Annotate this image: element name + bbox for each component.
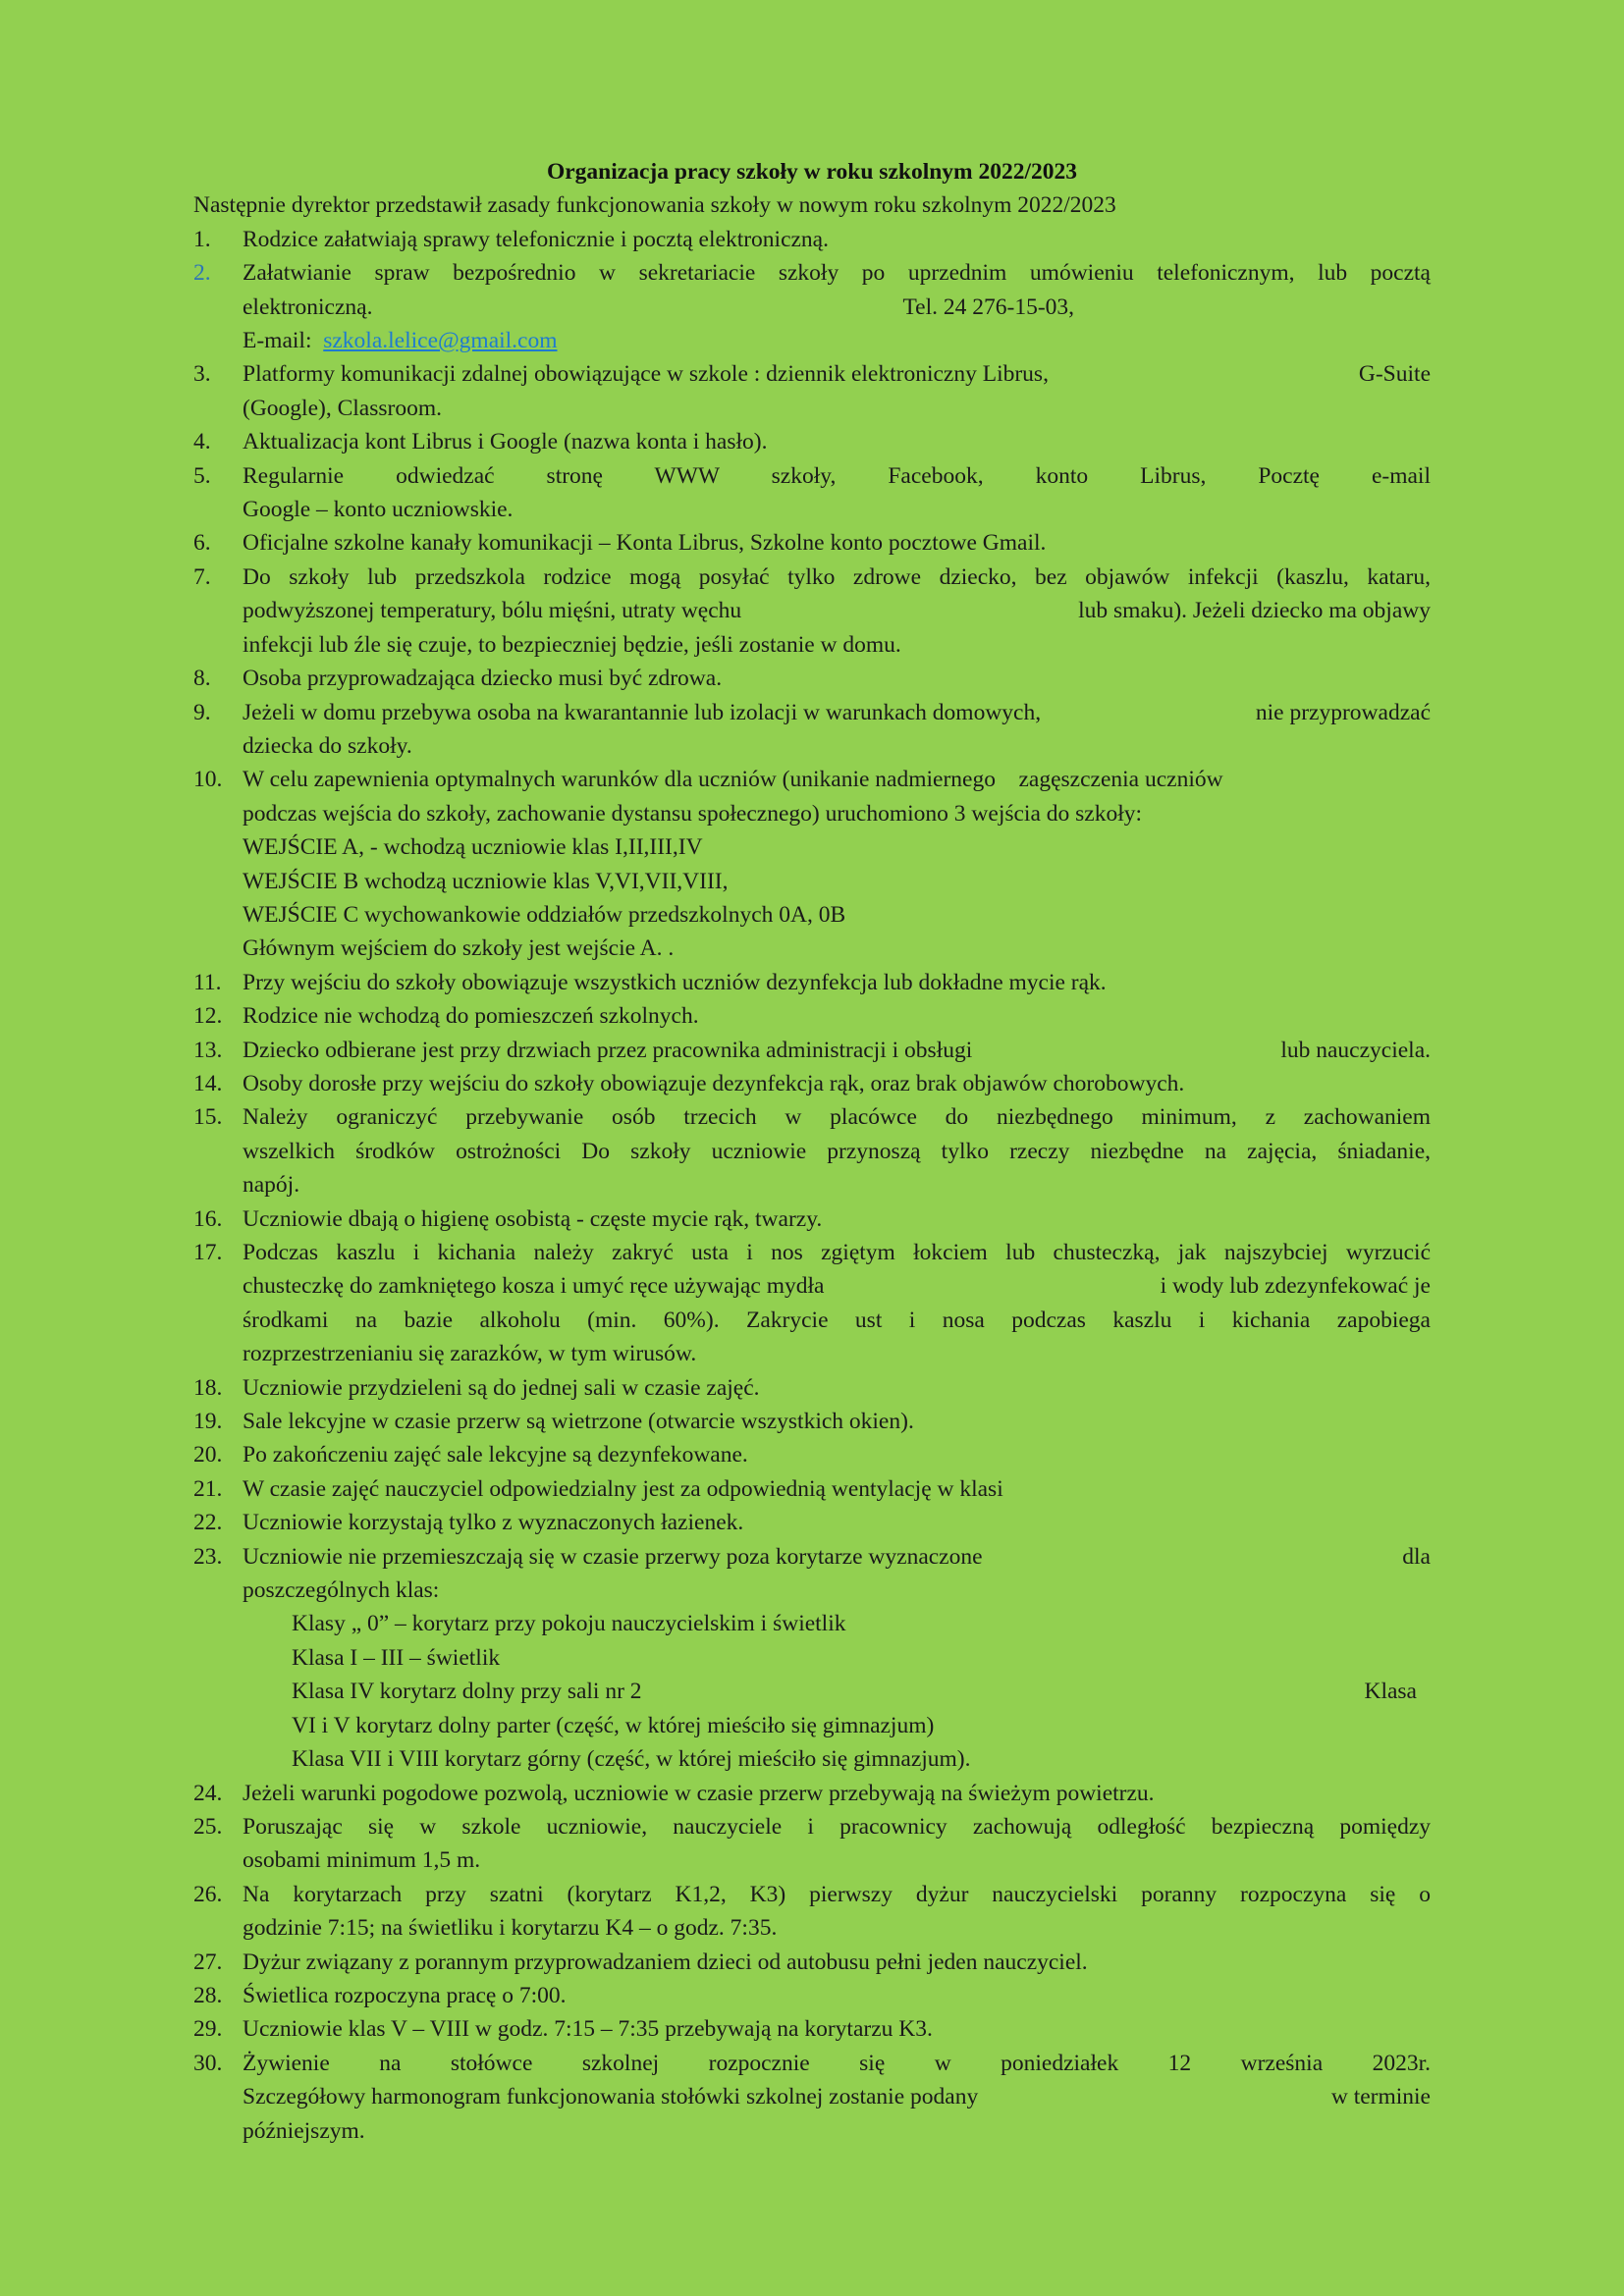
item-text-part: Klasa IV korytarz dolny przy sali nr 2 xyxy=(292,1679,642,1705)
item-text: Google – konto uczniowskie. xyxy=(243,497,514,523)
item-text-part: Klasa xyxy=(1364,1679,1417,1705)
item-number: 30. xyxy=(193,2050,223,2076)
item-number: 13. xyxy=(193,1037,223,1063)
item-text-part: nie przyprowadzać xyxy=(1255,699,1431,725)
intro-paragraph: Następnie dyrektor przedstawił zasady funkcjonowania szkoły w nowym roku szkolnym 2022/2023 xyxy=(193,192,1116,219)
corridor-class-7-8: Klasa VII i VIII korytarz górny (część, w której mieściło się gimnazjum). xyxy=(292,1746,971,1773)
list-item xyxy=(193,1236,1431,1371)
item-number: 22. xyxy=(193,1510,223,1536)
item-text: Świetlica rozpoczyna pracę o 7:00. xyxy=(243,1982,567,2008)
email-link[interactable]: szkola.lelice@gmail.com xyxy=(323,328,558,354)
item-text-part: Jeżeli w domu przebywa osoba na kwarantannie lub izolacji w warunkach domowych, xyxy=(243,699,1042,725)
list-item xyxy=(193,223,1431,256)
item-number: 24. xyxy=(193,1780,223,1806)
item-number: 12. xyxy=(193,1003,223,1030)
item-text-part: dla xyxy=(1402,1543,1431,1570)
item-text-part: elektroniczną. xyxy=(243,294,373,320)
item-text: Osoby dorosłe przy wejściu do szkoły obowiązuje dezynfekcja rąk, oraz brak objawów chorobowych. xyxy=(243,1070,1185,1096)
list-item xyxy=(193,2012,1431,2046)
item-text: Na korytarzach przy szatni (korytarz K1,2, K3) pierwszy dyżur nauczycielski poranny rozpoczyna się o xyxy=(243,1881,1431,1907)
list-item xyxy=(193,1540,1431,1777)
item-text-part: Uczniowie nie przemieszczają się w czasie przerwy poza korytarze wyznaczone xyxy=(243,1543,983,1570)
item-text-part: podwyższonej temperatury, bólu mięśni, utraty węchu xyxy=(243,598,742,624)
document-title: Organizacja pracy szkoły w roku szkolnym 2022/2023 xyxy=(546,159,1078,185)
item-number: 16. xyxy=(193,1205,223,1232)
item-number: 21. xyxy=(193,1475,223,1502)
item-text: Osoba przyprowadzająca dziecko musi być zdrowa. xyxy=(243,666,723,692)
item-text: napój. xyxy=(243,1172,300,1199)
item-number: 26. xyxy=(193,1881,223,1907)
item-text: wszelkich środków ostrożności Do szkoły uczniowie przynoszą tylko rzeczy niezbędne na zajęcia, śniadanie, xyxy=(243,1138,1431,1164)
item-text: Uczniowie przydzieleni są do jednej sali w czasie zajęć. xyxy=(243,1374,760,1401)
item-text xyxy=(243,291,1431,324)
item-number: 17. xyxy=(193,1240,223,1265)
item-text-part: chusteczkę do zamkniętego kosza i umyć ręce używając mydła xyxy=(243,1273,825,1300)
item-text: (Google), Classroom. xyxy=(243,395,442,421)
list-item xyxy=(193,2047,1431,2148)
item-number: 2. xyxy=(193,260,211,287)
item-number: 28. xyxy=(193,1982,223,2008)
rules-list xyxy=(193,223,1431,2148)
item-text: Rodzice nie wchodzą do pomieszczeń szkolnych. xyxy=(243,1003,699,1030)
item-text: Po zakończeniu zajęć sale lekcyjne są dezynfekowane. xyxy=(243,1442,748,1468)
list-item xyxy=(193,1810,1431,1878)
entrance-c: WEJŚCIE C wychowankowie oddziałów przedszkolnych 0A, 0B xyxy=(243,901,846,928)
item-text: Przy wejściu do szkoły obowiązuje wszystkich uczniów dezynfekcja lub dokładne mycie rąk. xyxy=(243,969,1107,995)
item-text: podczas wejścia do szkoły, zachowanie dystansu społecznego) uruchomiono 3 wejścia do szkoły: xyxy=(243,800,1143,827)
item-text-part: Szczegółowy harmonogram funkcjonowania stołówki szkolnej zostanie podany xyxy=(243,2084,979,2110)
item-text: osobami minimum 1,5 m. xyxy=(243,1847,481,1874)
item-number: 23. xyxy=(193,1543,223,1570)
item-text: Uczniowie korzystają tylko z wyznaczonych łazienek. xyxy=(243,1510,744,1536)
item-number: 19. xyxy=(193,1409,223,1435)
entrance-a: WEJŚCIE A, - wchodzą uczniowie klas I,II,III,IV xyxy=(243,834,703,861)
item-text: Sale lekcyjne w czasie przerw są wietrzone (otwarcie wszystkich okien). xyxy=(243,1409,914,1435)
item-number: 18. xyxy=(193,1374,223,1401)
list-item xyxy=(193,1067,1431,1100)
item-number: 8. xyxy=(193,666,211,692)
list-item xyxy=(193,1979,1431,2012)
corridor-class-5-6: VI i V korytarz dolny parter (część, w której mieściło się gimnazjum) xyxy=(292,1712,935,1738)
item-number: 15. xyxy=(193,1104,223,1131)
item-number: 20. xyxy=(193,1442,223,1468)
item-number: 7. xyxy=(193,563,211,590)
item-text: W czasie zajęć nauczyciel odpowiedzialny jest za odpowiednią wentylację w klasi xyxy=(243,1475,1003,1502)
corridor-class-0: Klasy „ 0” – korytarz przy pokoju nauczycielskim i świetlik xyxy=(292,1611,846,1637)
item-text-part: Platformy komunikacji zdalnej obowiązujące w szkole : dziennik elektroniczny Librus, xyxy=(243,361,1049,388)
item-number: 29. xyxy=(193,2016,223,2043)
list-item xyxy=(193,425,1431,458)
item-text: Jeżeli warunki pogodowe pozwolą, uczniowie w czasie przerw przebywają na świeżym powietrzu. xyxy=(243,1780,1155,1806)
item-text: rozprzestrzenianiu się zarazków, w tym wirusów. xyxy=(243,1341,697,1367)
list-item xyxy=(193,1506,1431,1539)
item-text: Poruszając się w szkole uczniowie, nauczyciele i pracownicy zachowują odległość bezpieczną pomiędzy xyxy=(243,1813,1431,1840)
item-text: godzinie 7:15; na świetliku i korytarzu K4 – o godz. 7:35. xyxy=(243,1915,778,1942)
item-text: poszczególnych klas: xyxy=(243,1577,440,1604)
list-item xyxy=(193,966,1431,999)
list-item xyxy=(193,696,1431,764)
phone-number: Tel. 24 276-15-03, xyxy=(902,294,1075,320)
item-text: dziecka do szkoły. xyxy=(243,732,412,759)
item-text-part: G-Suite xyxy=(1358,361,1431,388)
item-number: 10. xyxy=(193,767,223,793)
item-text xyxy=(243,594,1431,627)
item-text-part: i wody lub zdezynfekować je xyxy=(1160,1273,1431,1300)
item-text-part: Dziecko odbierane jest przy drzwiach przez pracownika administracji i obsługi xyxy=(243,1037,973,1063)
item-text-part: lub smaku). Jeżeli dziecko ma objawy xyxy=(1078,598,1431,624)
item-number: 27. xyxy=(193,1949,223,1975)
item-text: Aktualizacja kont Librus i Google (nazwa konta i hasło). xyxy=(243,429,768,455)
document-page xyxy=(193,0,1431,2148)
item-text: Oficjalne szkolne kanały komunikacji – Konta Librus, Szkolne konto pocztowe Gmail. xyxy=(243,530,1047,557)
list-item xyxy=(193,459,1431,527)
item-text-part: lub nauczyciela. xyxy=(1280,1037,1431,1063)
list-item xyxy=(193,1034,1431,1067)
item-number: 4. xyxy=(193,429,211,455)
item-text xyxy=(243,1269,1431,1303)
item-number: 25. xyxy=(193,1813,223,1840)
item-text: Do szkoły lub przedszkola rodzice mogą posyłać tylko zdrowe dziecko, bez objawów infekcji (kaszlu, kataru, xyxy=(243,563,1431,590)
list-item xyxy=(193,561,1431,662)
list-item xyxy=(193,526,1431,560)
item-number: 9. xyxy=(193,699,211,725)
list-item xyxy=(193,256,1431,357)
item-text: Należy ograniczyć przebywanie osób trzecich w placówce do niezbędnego minimum, z zachowaniem xyxy=(243,1104,1431,1131)
list-item xyxy=(193,1777,1431,1810)
item-text: Rodzice załatwiają sprawy telefonicznie i pocztą elektroniczną. xyxy=(243,226,829,252)
item-number: 5. xyxy=(193,462,211,489)
list-item xyxy=(193,662,1431,695)
item-text: Głównym wejściem do szkoły jest wejście A. . xyxy=(243,935,675,962)
item-text xyxy=(243,1540,1431,1574)
list-item xyxy=(193,1946,1431,1979)
list-item xyxy=(193,1100,1431,1201)
item-text: Podczas kaszlu i kichania należy zakryć usta i nos zgiętym łokciem lub chusteczką, jak najszybciej wyrzucić xyxy=(243,1240,1431,1265)
list-item xyxy=(193,1438,1431,1471)
item-number: 3. xyxy=(193,361,211,388)
item-number: 14. xyxy=(193,1070,223,1096)
item-text xyxy=(243,1034,1431,1067)
item-text: Załatwianie spraw bezpośrednio w sekretariacie szkoły po uprzednim umówieniu telefonicznym, lub pocztą xyxy=(243,260,1431,287)
list-item xyxy=(193,763,1431,965)
item-number: 1. xyxy=(193,226,211,252)
corridor-class-4 xyxy=(243,1675,1431,1708)
item-text: Uczniowie klas V – VIII w godz. 7:15 – 7:35 przebywają na korytarzu K3. xyxy=(243,2016,933,2043)
email-label: E-mail: xyxy=(243,328,312,354)
item-text: infekcji lub źle się czuje, to bezpieczniej będzie, jeśli zostanie w domu. xyxy=(243,631,901,658)
item-text xyxy=(243,357,1431,391)
item-text: Uczniowie dbają o higienę osobistą - częste mycie rąk, twarzy. xyxy=(243,1205,823,1232)
item-text xyxy=(243,2080,1431,2113)
item-text: Regularnie odwiedzać stronę WWW szkoły, Facebook, konto Librus, Pocztę e-mail xyxy=(243,462,1431,489)
item-text: Dyżur związany z porannym przyprowadzaniem dzieci od autobusu pełni jeden nauczyciel. xyxy=(243,1949,1088,1975)
item-text: późniejszym. xyxy=(243,2117,365,2144)
item-text: Żywienie na stołówce szkolnej rozpocznie się w poniedziałek 12 września 2023r. xyxy=(243,2050,1431,2076)
item-text-part: w terminie xyxy=(1330,2084,1431,2110)
list-item xyxy=(193,357,1431,425)
list-item xyxy=(193,1878,1431,1946)
list-item xyxy=(193,1202,1431,1236)
list-item xyxy=(193,1472,1431,1506)
entrance-b: WEJŚCIE B wchodzą uczniowie klas V,VI,VII,VIII, xyxy=(243,868,729,894)
item-text xyxy=(243,696,1431,729)
email-line xyxy=(243,324,1431,357)
item-text: środkami na bazie alkoholu (min. 60%). Zakrycie ust i nosa podczas kaszlu i kichania zapobiega xyxy=(243,1307,1431,1333)
item-number: 11. xyxy=(193,969,222,995)
list-item xyxy=(193,1371,1431,1405)
list-item xyxy=(193,999,1431,1033)
item-text: W celu zapewnienia optymalnych warunków dla uczniów (unikanie nadmiernego zagęszczenia uczniów xyxy=(243,767,1223,793)
corridor-class-1-3: Klasa I – III – świetlik xyxy=(292,1644,501,1671)
item-number: 6. xyxy=(193,530,211,557)
list-item xyxy=(193,1405,1431,1438)
